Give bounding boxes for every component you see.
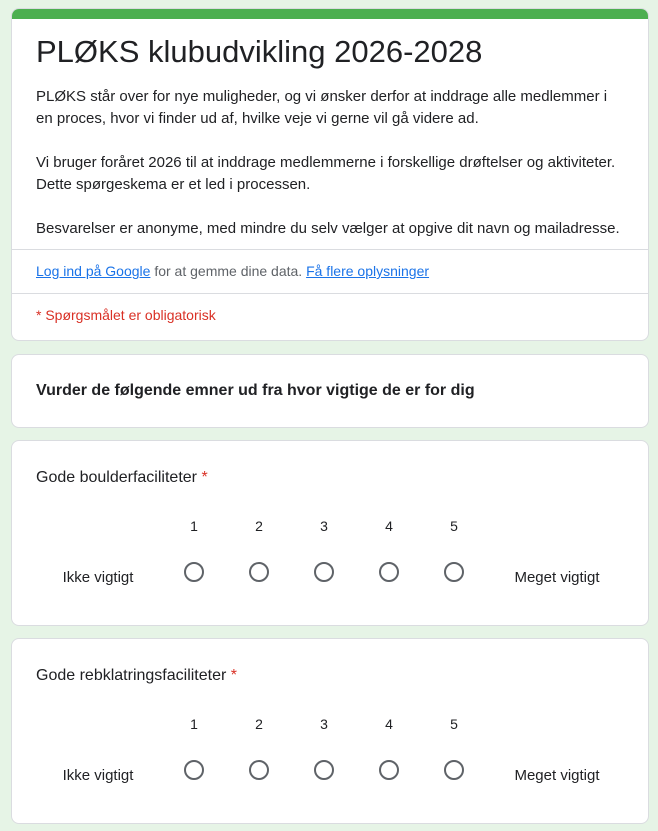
radio-option-1[interactable] [184, 562, 204, 582]
scale-number-2: 2 [255, 518, 263, 534]
form-description [36, 86, 626, 262]
description-paragraph: Vi bruger foråret 2026 til at inddrage medlemmerne i forskellige drøftelser og aktiviteter. Dette spørgeskema er et led i processen. [36, 154, 616, 193]
accent-bar [12, 9, 648, 19]
question-card [11, 440, 649, 626]
scale-number-5: 5 [450, 716, 458, 732]
more-info-link[interactable]: Få flere oplysninger [306, 263, 430, 279]
question-text: Gode rebklatringsfaciliteter [36, 667, 227, 684]
section-text: Vurder de følgende emner ud fra hvor vigtige de er for dig [36, 382, 475, 399]
required-note: * Spørgsmålet er obligatorisk [36, 307, 216, 323]
required-star: * [201, 469, 208, 486]
scale-high-label: Meget vigtigt [514, 569, 600, 586]
divider [12, 293, 648, 294]
form-title: PLØKS klubudvikling 2026-2028 [36, 34, 483, 69]
question-title [36, 468, 208, 488]
scale-number-5: 5 [450, 518, 458, 534]
radio-option-5[interactable] [444, 562, 464, 582]
radio-option-2[interactable] [249, 562, 269, 582]
scale-number-2: 2 [255, 716, 263, 732]
question-text: Gode boulderfaciliteter [36, 469, 197, 486]
question-title [36, 666, 237, 686]
divider [12, 249, 648, 250]
radio-option-2[interactable] [249, 760, 269, 780]
scale-number-3: 3 [320, 716, 328, 732]
radio-option-1[interactable] [184, 760, 204, 780]
required-star: * [230, 667, 237, 684]
description-paragraph: PLØKS står over for nye muligheder, og vi ønsker derfor at inddrage alle medlemmer i en proces, hvor vi finder ud af, hvilke veje vi gerne vil gå videre ad. [36, 88, 608, 127]
scale-low-label: Ikke vigtigt [62, 767, 134, 784]
scale-low-label: Ikke vigtigt [62, 569, 134, 586]
scale-number-4: 4 [385, 716, 393, 732]
google-signin-link[interactable]: Log ind på Google [36, 263, 151, 279]
radio-option-5[interactable] [444, 760, 464, 780]
description-paragraph: Besvarelser er anonyme, med mindre du selv vælger at opgive dit navn og mailadresse. [36, 220, 620, 237]
scale-number-4: 4 [385, 518, 393, 534]
scale-number-1: 1 [190, 716, 198, 732]
scale-number-3: 3 [320, 518, 328, 534]
section-card [11, 354, 649, 428]
question-card [11, 638, 649, 824]
signin-notice [36, 262, 429, 280]
signin-text: for at gemme dine data. [150, 263, 307, 279]
radio-option-3[interactable] [314, 562, 334, 582]
scale-high-label: Meget vigtigt [514, 767, 600, 784]
scale-number-1: 1 [190, 518, 198, 534]
radio-option-4[interactable] [379, 760, 399, 780]
form-header-card [11, 8, 649, 341]
radio-option-4[interactable] [379, 562, 399, 582]
radio-option-3[interactable] [314, 760, 334, 780]
